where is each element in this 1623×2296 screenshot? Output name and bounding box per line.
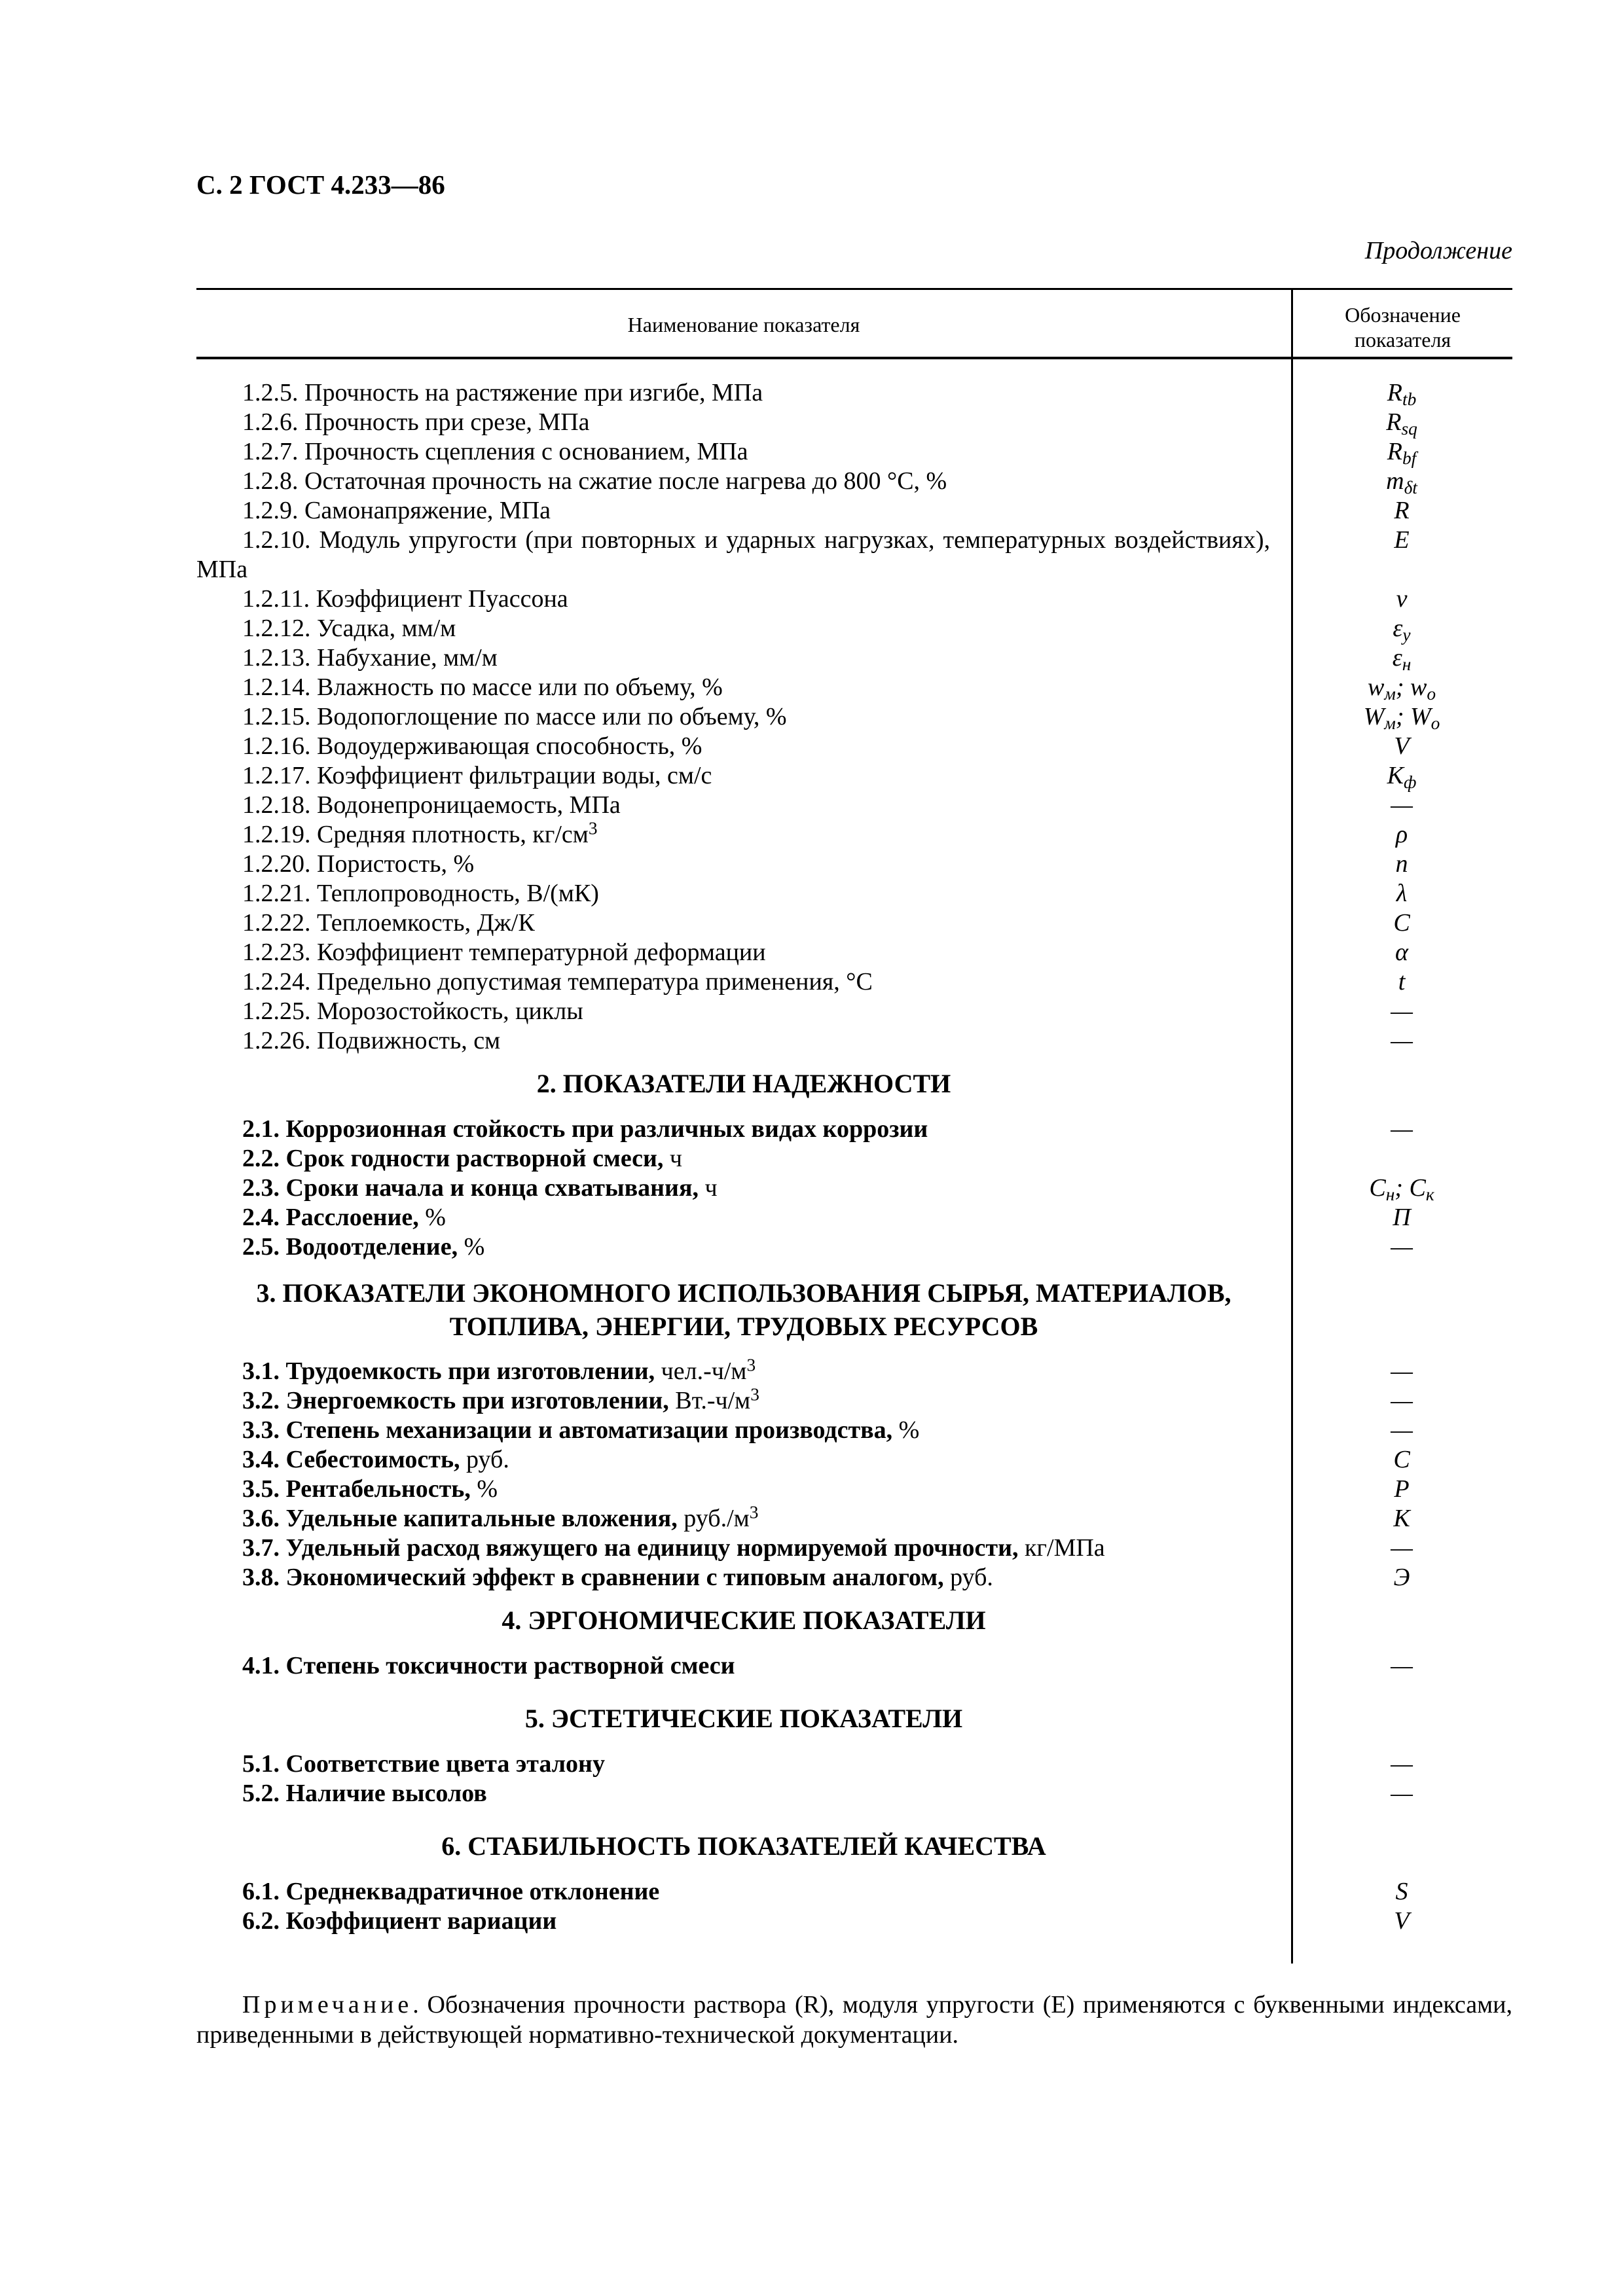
indicator-number: 3.2. <box>242 1387 280 1414</box>
indicator-number: 1.2.20. <box>242 850 311 878</box>
symbol-cell <box>1291 997 1512 1026</box>
indicator-text: Удельный расход вяжущего на единицу нормируемой прочности, <box>285 1534 1019 1562</box>
unit-superscript: 3 <box>749 1502 759 1522</box>
indicator-name <box>242 938 766 967</box>
indicator-name <box>242 1651 735 1681</box>
indicator-number: 1.2.13. <box>242 644 311 672</box>
symbol: — <box>1391 1780 1413 1807</box>
section-5-title: 5. ЭСТЕТИЧЕСКИЕ ПОКАЗАТЕЛИ <box>524 1704 963 1733</box>
symbol-cell <box>1291 1475 1512 1504</box>
indicator-number: 6.1. <box>242 1878 280 1905</box>
table-row <box>196 1232 1512 1262</box>
indicator-number: 1.2.5. <box>242 379 299 406</box>
indicator-unit: руб. <box>466 1446 509 1473</box>
symbol: R <box>1386 408 1402 436</box>
indicator-number: 2.4. <box>242 1204 280 1231</box>
symbol-cell <box>1291 408 1512 437</box>
indicator-number: 2.1. <box>242 1115 280 1143</box>
symbol-cell <box>1291 526 1512 555</box>
symbol-subscript: ф <box>1403 772 1417 792</box>
symbol: α <box>1395 939 1408 966</box>
indicator-name <box>242 643 498 673</box>
indicator-name <box>242 732 702 761</box>
indicator-text: Прочность сцепления с основанием, МПа <box>304 438 748 465</box>
column-header-symbol-line2: показателя <box>1354 328 1451 351</box>
table-row <box>196 1416 1512 1445</box>
table-row <box>196 1026 1512 1056</box>
indicator-text: Подвижность, см <box>317 1027 501 1054</box>
indicator-name <box>242 1504 758 1534</box>
indicator-number: 3.4. <box>242 1446 280 1473</box>
indicator-text: Трудоемкость при изготовлении, <box>285 1357 655 1385</box>
indicator-unit: % <box>425 1204 446 1231</box>
symbol-subscript: tb <box>1402 389 1417 409</box>
symbol: — <box>1391 1534 1413 1562</box>
symbol: t <box>1398 968 1406 996</box>
symbol-subscript: sq <box>1401 418 1417 439</box>
symbol-cell <box>1291 1203 1512 1232</box>
table-row <box>196 1174 1512 1203</box>
indicator-name <box>242 1203 446 1232</box>
indicator-text: Средняя плотность, кг/см <box>317 821 589 848</box>
symbol: C <box>1369 1174 1386 1202</box>
section-2-title: 2. ПОКАЗАТЕЛИ НАДЕЖНОСТИ <box>536 1069 951 1098</box>
symbol-cell: $C_н$; $C_к$ <box>1369 1174 1434 1204</box>
unit-superscript: 3 <box>588 818 598 838</box>
indicator-text: Водоотделение, <box>285 1233 458 1261</box>
symbol-cell <box>1291 732 1512 761</box>
symbol-cell <box>1291 1416 1512 1445</box>
table-row <box>196 378 1512 408</box>
indicator-text: Степень токсичности растворной смеси <box>285 1652 735 1679</box>
symbol: C <box>1393 1446 1410 1473</box>
indicator-number: 1.2.7. <box>242 438 299 465</box>
indicator-text: Степень механизации и автоматизации производства, <box>285 1416 893 1444</box>
indicator-text: Влажность по массе или по объему, % <box>317 673 723 701</box>
indicator-unit: ч <box>704 1174 718 1202</box>
indicator-name <box>242 1174 718 1203</box>
continued-label: Продолжение <box>1364 237 1512 264</box>
indicator-text: Морозостойкость, циклы <box>317 997 583 1025</box>
indicator-name <box>242 850 474 879</box>
table-row <box>196 879 1512 908</box>
indicator-number: 1.2.23. <box>242 939 311 966</box>
symbol-2: w <box>1410 673 1427 701</box>
table-row <box>196 967 1512 997</box>
indicator-unit: ч <box>669 1145 683 1172</box>
symbol: R <box>1394 497 1410 524</box>
indicator-text: Энергоемкость при изготовлении, <box>285 1387 669 1414</box>
indicator-number: 1.2.12. <box>242 615 311 642</box>
table-row <box>196 1534 1512 1563</box>
symbol: — <box>1391 997 1413 1025</box>
indicator-name <box>242 1144 682 1174</box>
indicator-text: Прочность на растяжение при изгибе, МПа <box>304 379 763 406</box>
indicator-text: Коэффициент температурной деформации <box>317 939 766 966</box>
indicator-number: 1.2.24. <box>242 968 311 996</box>
indicator-text: Предельно допустимая температура применения, °С <box>317 968 873 996</box>
indicator-unit: чел.-ч/м <box>661 1357 747 1385</box>
indicator-name <box>242 408 590 437</box>
unit-superscript: 3 <box>750 1384 759 1405</box>
indicator-name <box>242 997 583 1026</box>
table-row <box>196 997 1512 1026</box>
column-header-symbol <box>1293 302 1512 352</box>
table-row <box>196 643 1512 673</box>
symbol-cell <box>1291 1877 1512 1907</box>
indicator-name <box>242 1475 498 1504</box>
indicator-name <box>242 1416 919 1445</box>
indicator-number: 3.6. <box>242 1505 280 1532</box>
symbol-cell <box>1291 1563 1512 1592</box>
indicator-unit: кг/МПа <box>1024 1534 1105 1562</box>
table-row <box>196 496 1512 526</box>
indicator-text: Теплопроводность, В/(мК) <box>317 880 599 907</box>
unit-superscript: 3 <box>746 1355 756 1375</box>
indicator-name <box>242 437 748 467</box>
column-header-symbol-line1: Обозначение <box>1345 303 1461 327</box>
table-row <box>196 732 1512 761</box>
symbol: w <box>1367 673 1385 701</box>
symbol-cell <box>1291 1232 1512 1262</box>
indicator-number: 2.5. <box>242 1233 280 1261</box>
indicator-text: Усадка, мм/м <box>317 615 456 642</box>
table-row <box>196 1115 1512 1144</box>
symbol-subscript: δt <box>1404 477 1417 497</box>
indicator-unit: % <box>464 1233 485 1261</box>
indicator-name <box>242 1232 484 1262</box>
indicator-name <box>242 761 712 791</box>
symbol-cell <box>1291 437 1512 467</box>
symbol-cell <box>1291 820 1512 850</box>
indicator-number: 1.2.16. <box>242 732 311 760</box>
table-row <box>196 850 1512 879</box>
table-row <box>196 1779 1512 1808</box>
symbol: ν <box>1396 585 1408 613</box>
table-row <box>196 1877 1512 1907</box>
symbol-cell <box>1291 1504 1512 1534</box>
symbol-cell <box>1291 879 1512 908</box>
symbol: C <box>1393 909 1410 937</box>
indicator-number: 2.3. <box>242 1174 280 1202</box>
indicator-name <box>242 1877 659 1907</box>
symbol: ρ <box>1395 821 1408 848</box>
symbol-subscript: н <box>1402 654 1412 674</box>
table-row <box>196 673 1512 702</box>
symbol-cell <box>1291 1651 1512 1681</box>
symbol-cell <box>1291 467 1512 496</box>
indicator-name <box>242 791 621 820</box>
indicator-number: 1.2.19. <box>242 821 311 848</box>
indicator-name <box>242 1445 509 1475</box>
table-row <box>196 1749 1512 1779</box>
symbol: V <box>1394 732 1410 760</box>
indicator-number: 5.2. <box>242 1780 280 1807</box>
symbol-subscript: bf <box>1402 448 1417 468</box>
symbol-2-subscript: о <box>1427 683 1436 704</box>
table-row <box>196 437 1512 467</box>
symbol: λ <box>1396 880 1408 907</box>
symbol: — <box>1391 1115 1413 1143</box>
indicator-name <box>242 1779 487 1808</box>
symbol-cell <box>1291 761 1512 791</box>
indicator-name <box>242 1534 1105 1563</box>
symbol-cell <box>1291 378 1512 408</box>
symbol-cell <box>1291 1115 1512 1144</box>
symbol: S <box>1395 1878 1408 1905</box>
note-paragraph <box>196 1990 1512 2050</box>
table-row <box>196 1144 1512 1174</box>
symbol-cell: $w_м$; $w_о$ <box>1367 673 1436 704</box>
symbol-cell <box>1291 1907 1512 1936</box>
indicator-text: Самонапряжение, МПа <box>304 497 551 524</box>
indicator-text: Сроки начала и конца схватывания, <box>285 1174 699 1202</box>
indicator-name <box>196 526 1270 584</box>
symbol-subscript: м <box>1384 713 1396 733</box>
indicator-text: Водоудерживающая способность, % <box>317 732 702 760</box>
indicator-number: 1.2.6. <box>242 408 299 436</box>
symbol: — <box>1391 791 1413 819</box>
indicator-number: 1.2.9. <box>242 497 299 524</box>
indicator-name <box>242 1357 756 1386</box>
note-text: . Обозначения прочности раствора (R), модуля упругости (E) применяются с буквенными индексами, приведенными в действующей нормативно-технической документации. <box>196 1991 1512 2049</box>
note-label: Примечание <box>242 1991 413 2018</box>
section-3-title-line1: 3. ПОКАЗАТЕЛИ ЭКОНОМНОГО ИСПОЛЬЗОВАНИЯ СЫРЬЯ, МАТЕРИАЛОВ, <box>256 1278 1231 1308</box>
symbol: m <box>1386 467 1404 495</box>
indicator-text: Коэффициент Пуассона <box>316 585 568 613</box>
table-row <box>196 1907 1512 1936</box>
symbol: — <box>1391 1357 1413 1385</box>
indicator-text: Набухание, мм/м <box>317 644 498 672</box>
symbol-subscript: у <box>1402 624 1411 645</box>
indicator-name <box>242 820 598 850</box>
indicator-text: Водопоглощение по массе или по объему, % <box>317 703 787 730</box>
indicator-name <box>242 614 456 643</box>
indicator-name <box>242 378 763 408</box>
indicator-text: Рентабельность, <box>285 1475 471 1503</box>
indicator-number: 3.5. <box>242 1475 280 1503</box>
indicator-name <box>242 1026 500 1056</box>
indicator-name <box>242 673 723 702</box>
symbol-subscript: н <box>1385 1184 1395 1204</box>
symbol-cell <box>1291 496 1512 526</box>
indicator-number: 3.1. <box>242 1357 280 1385</box>
indicator-number: 4.1. <box>242 1652 280 1679</box>
symbol-cell <box>1291 1779 1512 1808</box>
symbol-cell <box>1291 791 1512 820</box>
table-row <box>196 908 1512 938</box>
indicator-text: Срок годности растворной смеси, <box>285 1145 664 1172</box>
indicator-text: Водонепроницаемость, МПа <box>317 791 621 819</box>
indicator-name <box>242 967 873 997</box>
indicator-unit: руб./м <box>684 1505 750 1532</box>
symbol: — <box>1391 1652 1413 1679</box>
indicator-text: Наличие высолов <box>285 1780 487 1807</box>
symbol: P <box>1394 1475 1410 1503</box>
indicator-number: 1.2.21. <box>242 880 311 907</box>
indicator-number: 1.2.11. <box>242 585 310 613</box>
indicator-text: Экономический эффект в сравнении с типовым аналогом, <box>285 1564 944 1591</box>
symbol-2-subscript: к <box>1425 1184 1434 1204</box>
symbol: — <box>1391 1233 1413 1261</box>
table-row <box>196 1563 1512 1592</box>
indicator-text: Теплоемкость, Дж/К <box>317 909 535 937</box>
table-row <box>196 584 1512 614</box>
indicator-name <box>242 1386 759 1416</box>
symbol-cell <box>1291 1749 1512 1779</box>
page-header: С. 2 ГОСТ 4.233—86 <box>196 170 445 200</box>
symbol-cell <box>1291 1026 1512 1056</box>
indicator-name <box>242 908 535 938</box>
indicator-text: Остаточная прочность на сжатие после нагрева до 800 °С, % <box>304 467 947 495</box>
indicator-number: 1.2.26. <box>242 1027 311 1054</box>
indicator-text: Расслоение, <box>285 1204 419 1231</box>
table-row <box>196 938 1512 967</box>
indicator-text: Среднеквадратичное отклонение <box>285 1878 660 1905</box>
symbol: K <box>1393 1505 1410 1532</box>
symbol: — <box>1391 1387 1413 1414</box>
symbol-cell <box>1291 967 1512 997</box>
indicator-number: 3.8. <box>242 1564 280 1591</box>
symbol-cell <box>1291 584 1512 614</box>
symbol: E <box>1394 526 1410 554</box>
table-row <box>196 761 1512 791</box>
symbol-cell <box>1291 908 1512 938</box>
indicator-number: 3.7. <box>242 1534 280 1562</box>
indicator-name <box>242 467 947 496</box>
section-6-title: 6. СТАБИЛЬНОСТЬ ПОКАЗАТЕЛЕЙ КАЧЕСТВА <box>441 1831 1046 1861</box>
table-row <box>196 702 1512 732</box>
indicator-number: 1.2.22. <box>242 909 311 937</box>
symbol-cell <box>1291 938 1512 967</box>
table-row <box>196 1651 1512 1681</box>
table-row <box>196 1203 1512 1232</box>
symbol: Э <box>1393 1564 1410 1591</box>
table-row <box>196 820 1512 850</box>
symbol: K <box>1387 762 1404 789</box>
indicator-text: Коэффициент вариации <box>285 1907 557 1935</box>
table-row <box>196 791 1512 820</box>
indicator-unit: Вт.-ч/м <box>675 1387 751 1414</box>
table-row <box>196 408 1512 437</box>
indicator-unit: % <box>898 1416 920 1444</box>
indicator-number: 1.2.14. <box>242 673 311 701</box>
indicator-text: Пористость, % <box>317 850 475 878</box>
section-4-title: 4. ЭРГОНОМИЧЕСКИЕ ПОКАЗАТЕЛИ <box>501 1605 986 1635</box>
symbol: n <box>1395 850 1408 878</box>
symbol-cell <box>1291 1357 1512 1386</box>
table-header-rule <box>196 357 1512 359</box>
indicator-number: 1.2.10. <box>242 526 311 554</box>
indicator-text: Себестоимость, <box>285 1446 460 1473</box>
symbol: — <box>1391 1027 1413 1054</box>
symbol: — <box>1391 1750 1413 1778</box>
symbol-cell <box>1291 1534 1512 1563</box>
symbol-cell: $W_м$; $W_о$ <box>1363 703 1440 733</box>
indicator-text: Модуль упругости (при повторных и ударных нагрузках, температурных воздействиях), МПа <box>196 526 1270 583</box>
indicator-number: 2.2. <box>242 1145 280 1172</box>
indicator-number: 5.1. <box>242 1750 280 1778</box>
symbol-subscript: м <box>1384 683 1396 704</box>
symbol: W <box>1363 703 1385 730</box>
column-header-name: Наименование показателя <box>627 313 860 336</box>
symbol-2: C <box>1409 1174 1426 1202</box>
table-row <box>196 526 1512 584</box>
indicator-name <box>242 1907 556 1936</box>
indicator-name <box>242 496 551 526</box>
indicator-name <box>242 702 787 732</box>
symbol-cell <box>1291 614 1512 643</box>
indicator-name <box>242 879 599 908</box>
table-row <box>196 1445 1512 1475</box>
symbol-cell <box>1291 850 1512 879</box>
symbol-cell <box>1291 1445 1512 1475</box>
table-row <box>196 1504 1512 1534</box>
indicator-name <box>242 584 568 614</box>
table-top-rule <box>196 288 1512 290</box>
indicator-text: Соответствие цвета эталону <box>285 1750 605 1778</box>
table-row <box>196 614 1512 643</box>
indicator-number: 1.2.15. <box>242 703 311 730</box>
symbol: — <box>1391 1416 1413 1444</box>
indicator-name <box>242 1115 928 1144</box>
symbol-2: W <box>1410 703 1431 730</box>
indicator-text: Удельные капитальные вложения, <box>285 1505 678 1532</box>
symbol-cell <box>1291 1386 1512 1416</box>
section-3-title-line2: ТОПЛИВА, ЭНЕРГИИ, ТРУДОВЫХ РЕСУРСОВ <box>449 1312 1038 1341</box>
indicator-number: 1.2.25. <box>242 997 311 1025</box>
table-row <box>196 1475 1512 1504</box>
symbol: ε <box>1392 644 1402 672</box>
indicator-unit: % <box>477 1475 498 1503</box>
indicator-number: 1.2.18. <box>242 791 311 819</box>
indicator-name <box>242 1563 993 1592</box>
indicator-number: 6.2. <box>242 1907 280 1935</box>
symbol: R <box>1387 438 1402 465</box>
symbol: П <box>1393 1204 1411 1231</box>
symbol-2-subscript: о <box>1431 713 1440 733</box>
symbol: R <box>1387 379 1402 406</box>
indicator-number: 3.3. <box>242 1416 280 1444</box>
indicator-number: 1.2.17. <box>242 762 311 789</box>
symbol: ε <box>1393 615 1403 642</box>
table-row <box>196 1357 1512 1386</box>
indicator-text: Коррозионная стойкость при различных видах коррозии <box>285 1115 928 1143</box>
indicator-name <box>242 1749 605 1779</box>
symbol-cell <box>1291 643 1512 673</box>
indicator-number: 1.2.8. <box>242 467 299 495</box>
symbol: V <box>1394 1907 1410 1935</box>
indicator-unit: руб. <box>950 1564 993 1591</box>
table-row <box>196 1386 1512 1416</box>
indicator-text: Прочность при срезе, МПа <box>304 408 590 436</box>
indicator-text: Коэффициент фильтрации воды, см/с <box>317 762 712 789</box>
table-row <box>196 467 1512 496</box>
